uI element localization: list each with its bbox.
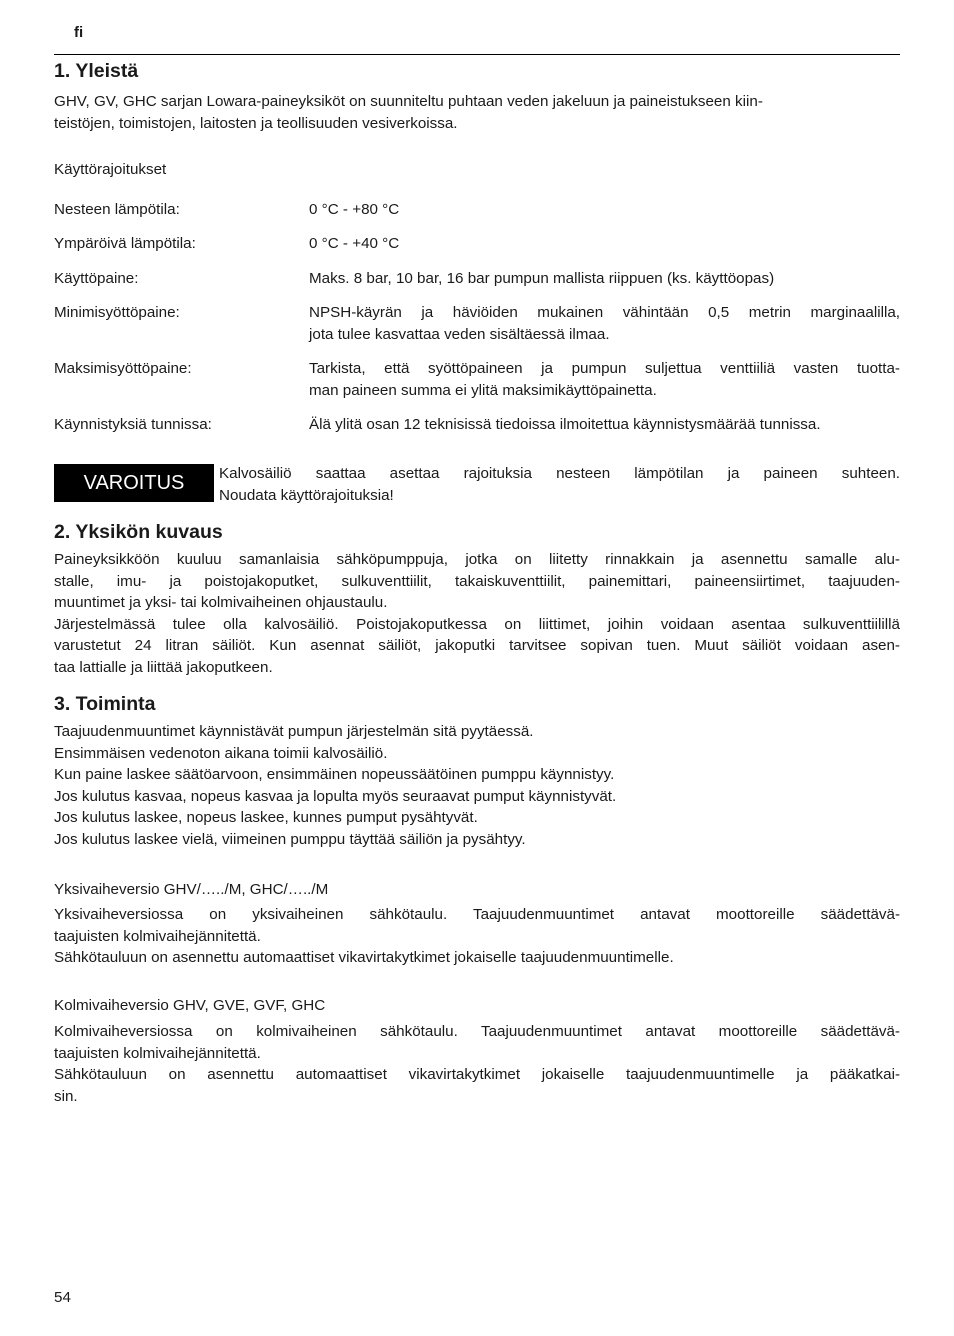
limit-value: Älä ylitä osan 12 teknisissä tiedoissa ilmoitettua käynnistysmäärää tunnissa. xyxy=(309,416,821,433)
limit-label: Käynnistyksiä tunnissa: xyxy=(54,416,212,433)
text-line: varustetut 24 litran säiliöt. Kun asennat säiliöt, jakoputki tarvitsee sopivan tuen. Muut säiliöt voidaan asen- xyxy=(54,637,900,654)
text-line: Paineyksikköön kuuluu samanlaisia sähköpumppuja, jotka on liitetty rinnakkain ja asennettu samalle alu- xyxy=(54,551,900,568)
single-phase-body xyxy=(54,904,900,969)
limit-value: 0 °C - +80 °C xyxy=(309,201,400,218)
text-line: Kalvosäiliö saattaa asettaa rajoituksia nesteen lämpötilan ja paineen suhteen. xyxy=(219,465,900,482)
text-line: taajuisten kolmivaihejännitettä. xyxy=(54,1044,261,1062)
warning-text xyxy=(219,463,900,506)
text-line: Tarkista, että syöttöpaineen ja pumpun suljettua venttiiliä vasten tuotta- xyxy=(309,360,900,377)
limit-value xyxy=(309,358,900,401)
text-line: Kolmivaiheversiossa on kolmivaiheinen sähkötaulu. Taajuudenmuuntimet antavat moottoreille säädettävä- xyxy=(54,1023,900,1040)
section-3-heading: 3. Toiminta xyxy=(54,693,156,715)
section-2-heading: 2. Yksikön kuvaus xyxy=(54,521,223,543)
text-line: muuntimet ja yksi- tai kolmivaiheinen ohjaustaulu. xyxy=(54,594,388,611)
page-number: 54 xyxy=(54,1289,71,1306)
single-phase-title: Yksivaiheversio GHV/…../M, GHC/…../M xyxy=(54,881,329,898)
text-line: GHV, GV, GHC sarjan Lowara-paineyksiköt on suunniteltu puhtaan veden jakeluun ja paineistukseen kiin- xyxy=(54,93,763,110)
limits-title: Käyttörajoitukset xyxy=(54,161,167,178)
text-line: taajuisten kolmivaihejännitettä. xyxy=(54,927,261,945)
text-line: Jos kulutus laskee, nopeus laskee, kunnes pumput pysähtyvät. xyxy=(54,809,478,826)
language-code: fi xyxy=(74,24,84,41)
text-line: Sähkötauluun on asennettu automaattiset vikavirtakytkimet jokaiselle taajuudenmuuntimelle. xyxy=(54,949,674,966)
limit-label: Nesteen lämpötila: xyxy=(54,201,180,218)
text-line: Järjestelmässä tulee olla kalvosäiliö. Poistojakoputkessa on liittimet, joihin voidaan asentaa sulkuventtiilillä xyxy=(54,615,900,633)
text-line: Jos kulutus laskee vielä, viimeinen pumppu täyttää säiliön ja pysähtyy. xyxy=(54,830,526,848)
text-line: NPSH-käyrän ja häviöiden mukainen vähintään 0,5 metrin marginaalilla, xyxy=(309,304,900,321)
limit-value xyxy=(309,302,900,345)
text-line: Yksivaiheversiossa on yksivaiheinen sähkötaulu. Taajuudenmuuntimet antavat moottoreille säädettävä- xyxy=(54,906,900,923)
text-line: man paineen summa ei ylitä maksimikäyttöpainetta. xyxy=(309,381,657,399)
warning-badge: VAROITUS xyxy=(54,464,214,502)
text-line: Jos kulutus kasvaa, nopeus kasvaa ja lopulta myös seuraavat pumput käynnistyvät. xyxy=(54,787,617,805)
text-line: Sähkötauluun on asennettu automaattiset vikavirtakytkimet jokaiselle taajuudenmuuntimelle ja pääkatkai- xyxy=(54,1066,900,1083)
three-phase-body xyxy=(54,1021,900,1107)
limit-label: Maksimisyöttöpaine: xyxy=(54,360,192,377)
section-2-body xyxy=(54,549,900,678)
limit-value: Maks. 8 bar, 10 bar, 16 bar pumpun mallista riippuen (ks. käyttöopas) xyxy=(309,270,775,287)
text-line: Ensimmäisen vedenoton aikana toimii kalvosäiliö. xyxy=(54,744,388,762)
text-line: sin. xyxy=(54,1087,78,1105)
limit-label: Ympäröivä lämpötila: xyxy=(54,235,196,252)
limit-label: Minimisyöttöpaine: xyxy=(54,304,180,321)
text-line: jota tulee kasvattaa veden sisältäessä ilmaa. xyxy=(309,325,610,343)
text-line: Noudata käyttörajoituksia! xyxy=(219,486,394,504)
section-1-intro xyxy=(54,91,900,134)
text-line: stalle, imu- ja poistojakoputket, sulkuventtiilit, takaiskuventtiilit, painemittari, paineensiirtimet, taajuuden- xyxy=(54,572,900,590)
section-1-heading: 1. Yleistä xyxy=(54,60,139,82)
text-line: Taajuudenmuuntimet käynnistävät pumpun järjestelmän sitä pyytäessä. xyxy=(54,723,534,740)
text-line: Kun paine laskee säätöarvoon, ensimmäinen nopeussäätöinen pumppu käynnistyy. xyxy=(54,766,615,783)
limit-value: 0 °C - +40 °C xyxy=(309,235,400,252)
text-line: teistöjen, toimistojen, laitosten ja teollisuuden vesiverkoissa. xyxy=(54,114,458,132)
three-phase-title: Kolmivaiheversio GHV, GVE, GVF, GHC xyxy=(54,997,326,1014)
section-3-body xyxy=(54,721,900,850)
limit-label: Käyttöpaine: xyxy=(54,270,139,287)
header-divider xyxy=(54,54,900,55)
text-line: taa lattialle ja liittää jakoputkeen. xyxy=(54,658,273,676)
